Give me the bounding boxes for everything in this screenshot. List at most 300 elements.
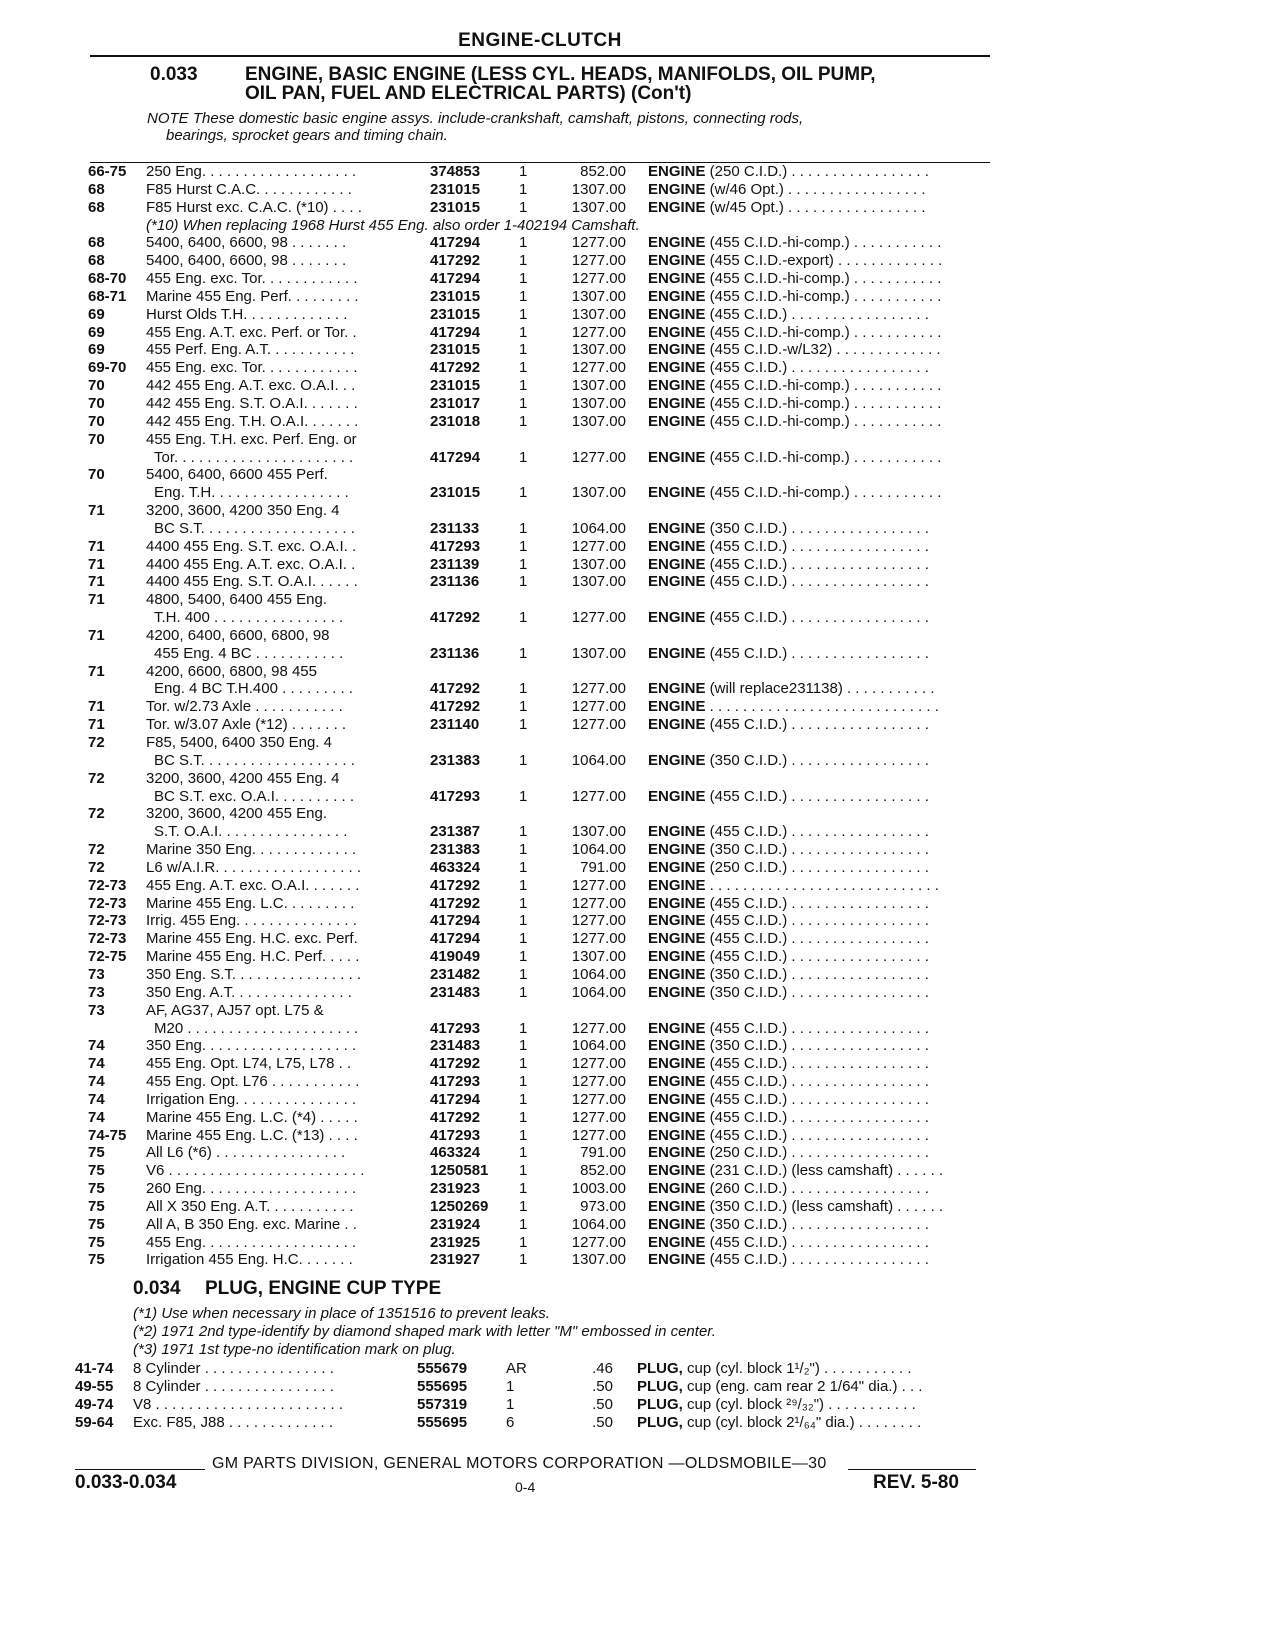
part-name-detail: (350 C.I.D.) (less camshaft) . . . . . . bbox=[705, 1197, 944, 1215]
part-name-bold: ENGINE bbox=[648, 948, 706, 966]
part-name-detail: (455 C.I.D.-hi-comp.) . . . . . . . . . . . bbox=[705, 394, 942, 412]
quantity: 1 bbox=[519, 841, 528, 859]
part-number: 231133 bbox=[430, 519, 480, 537]
part-name-bold: ENGINE bbox=[648, 858, 706, 876]
part-name bbox=[648, 484, 941, 502]
part-name bbox=[648, 1216, 929, 1234]
quantity: 1 bbox=[519, 287, 528, 305]
part-number: 417292 bbox=[430, 359, 481, 377]
usage-description: Tor. w/2.73 Axle . . . . . . . . . . . bbox=[146, 698, 343, 716]
price: 1003.00 bbox=[571, 1180, 626, 1198]
table-row bbox=[0, 1198, 1280, 1216]
quantity: 1 bbox=[519, 680, 528, 698]
part-number: 231483 bbox=[430, 983, 481, 1001]
footer-section-range: 0.033-0.034 bbox=[75, 1472, 177, 1493]
plug-note-1: (*1) Use when necessary in place of 1351516 to prevent leaks. bbox=[133, 1305, 550, 1322]
part-number: 231017 bbox=[430, 394, 481, 412]
row-footnote: (*10) When replacing 1968 Hurst 455 Eng. also order 1-402194 Camshaft. bbox=[146, 216, 640, 234]
model-year: 75 bbox=[88, 1251, 105, 1269]
usage-description: 455 Eng. A.T. exc. Perf. or Tor. . bbox=[146, 323, 357, 341]
part-name bbox=[648, 1055, 929, 1073]
part-name-bold: ENGINE bbox=[648, 823, 706, 841]
table-row bbox=[0, 556, 1280, 574]
part-name bbox=[648, 877, 939, 895]
section-title-line2: OIL PAN, FUEL AND ELECTRICAL PARTS) (Con't) bbox=[245, 83, 692, 104]
part-number: 555679 bbox=[417, 1360, 468, 1377]
part-name bbox=[648, 912, 929, 930]
part-name bbox=[648, 252, 942, 270]
part-name bbox=[648, 181, 926, 199]
part-number: 231923 bbox=[430, 1180, 481, 1198]
usage-description: 8 Cylinder . . . . . . . . . . . . . . . . bbox=[133, 1360, 334, 1377]
part-name-bold: ENGINE bbox=[648, 377, 706, 395]
part-name-detail: (455 C.I.D.) . . . . . . . . . . . . . . . . . bbox=[705, 823, 929, 841]
table-row bbox=[0, 538, 1280, 556]
usage-description: Marine 455 Eng. L.C. (*13) . . . . bbox=[146, 1126, 358, 1144]
model-year: 75 bbox=[88, 1233, 105, 1251]
model-year: 69 bbox=[88, 305, 105, 323]
usage-description: AF, AG37, AJ57 opt. L75 & bbox=[146, 1001, 324, 1019]
part-number: 417294 bbox=[430, 234, 481, 252]
table-row bbox=[0, 1360, 1267, 1378]
part-name bbox=[648, 306, 929, 324]
model-year: 68 bbox=[88, 198, 105, 216]
table-row bbox=[0, 1216, 1280, 1234]
table-row bbox=[0, 823, 1280, 841]
model-year: 72-73 bbox=[88, 912, 127, 930]
part-name bbox=[648, 573, 929, 591]
part-number: 1250581 bbox=[430, 1162, 489, 1180]
table-row bbox=[0, 859, 1280, 877]
part-number: 231015 bbox=[430, 305, 481, 323]
part-name-detail: cup (cyl. block 2¹/₆₄" dia.) . . . . . . . . bbox=[682, 1413, 922, 1431]
part-name bbox=[648, 556, 929, 574]
model-year: 68-70 bbox=[88, 270, 127, 288]
part-name-detail: (w/46 Opt.) . . . . . . . . . . . . . . . . . bbox=[705, 180, 926, 198]
usage-description: 5400, 6400, 6600, 98 . . . . . . . bbox=[146, 252, 347, 270]
part-name bbox=[648, 1234, 929, 1252]
price: 1277.00 bbox=[571, 680, 626, 698]
model-year: 73 bbox=[88, 983, 105, 1001]
part-name bbox=[637, 1360, 912, 1378]
quantity: 1 bbox=[519, 1090, 528, 1108]
model-year: 74 bbox=[88, 1037, 105, 1055]
model-year: 68 bbox=[88, 252, 105, 270]
quantity: 1 bbox=[519, 234, 528, 252]
table-row bbox=[0, 1162, 1280, 1180]
quantity: 1 bbox=[519, 1180, 528, 1198]
part-name-detail: (w/45 Opt.) . . . . . . . . . . . . . . . . . bbox=[705, 198, 926, 216]
part-number: 231139 bbox=[430, 555, 480, 573]
part-name-bold: ENGINE bbox=[648, 163, 706, 180]
part-name-detail: (350 C.I.D.) . . . . . . . . . . . . . . . . . bbox=[705, 1215, 929, 1233]
part-number: 231136 bbox=[430, 644, 480, 662]
table-row bbox=[0, 663, 1280, 681]
price: 791.00 bbox=[580, 1144, 626, 1162]
usage-description: 3200, 3600, 4200 455 Eng. 4 bbox=[146, 769, 340, 787]
part-name-bold: ENGINE bbox=[648, 287, 706, 305]
part-name bbox=[648, 520, 929, 538]
price: 1307.00 bbox=[571, 377, 626, 395]
table-row bbox=[0, 1055, 1280, 1073]
usage-description: S.T. O.A.I. . . . . . . . . . . . . . . . bbox=[154, 823, 348, 841]
part-name bbox=[648, 449, 941, 467]
quantity: 1 bbox=[519, 1037, 528, 1055]
part-name-detail: (455 C.I.D.) . . . . . . . . . . . . . . . . . bbox=[705, 894, 929, 912]
price: 1277.00 bbox=[571, 698, 626, 716]
part-name-detail: . . . . . . . . . . . . . . . . . . . . . . . . . . . . bbox=[705, 876, 939, 894]
usage-description: V8 . . . . . . . . . . . . . . . . . . . . . . . bbox=[133, 1395, 344, 1413]
part-name-detail: (350 C.I.D.) . . . . . . . . . . . . . . . . . bbox=[705, 965, 929, 983]
part-name-bold: ENGINE bbox=[648, 876, 706, 894]
part-name bbox=[648, 341, 941, 359]
model-year: 72 bbox=[88, 734, 105, 751]
quantity: 1 bbox=[519, 698, 528, 716]
part-name-bold: ENGINE bbox=[648, 198, 706, 216]
part-name-detail: (455 C.I.D.) . . . . . . . . . . . . . . . . . bbox=[705, 1073, 929, 1091]
model-year: 71 bbox=[88, 573, 105, 591]
table-row bbox=[0, 895, 1280, 913]
part-number: 231925 bbox=[430, 1233, 481, 1251]
price: 1277.00 bbox=[571, 1073, 626, 1091]
quantity: 1 bbox=[519, 1197, 528, 1215]
part-name-detail: (455 C.I.D.) . . . . . . . . . . . . . . . . . bbox=[705, 930, 929, 948]
model-year: 70 bbox=[88, 466, 105, 484]
table-row bbox=[0, 1396, 1267, 1414]
quantity: 1 bbox=[519, 787, 528, 805]
table-row bbox=[0, 1002, 1280, 1020]
quantity: 1 bbox=[519, 965, 528, 983]
footer-revision: REV. 5-80 bbox=[873, 1472, 959, 1493]
price: 1307.00 bbox=[571, 484, 626, 502]
part-number: 417292 bbox=[430, 680, 481, 698]
part-name bbox=[648, 841, 929, 859]
part-name-detail: (350 C.I.D.) . . . . . . . . . . . . . . . . . bbox=[705, 983, 929, 1001]
quantity: 1 bbox=[519, 1019, 528, 1037]
usage-description: Marine 455 Eng. H.C. exc. Perf. bbox=[146, 930, 358, 948]
quantity: 1 bbox=[519, 876, 528, 894]
part-name bbox=[648, 1037, 929, 1055]
part-name-bold: ENGINE bbox=[648, 894, 706, 912]
part-name-bold: PLUG, bbox=[637, 1377, 683, 1395]
usage-description: 455 Eng. exc. Tor. . . . . . . . . . . . bbox=[146, 270, 358, 288]
table-row bbox=[0, 948, 1280, 966]
table-row bbox=[0, 788, 1280, 806]
part-number: 231927 bbox=[430, 1251, 481, 1269]
part-number: 417292 bbox=[430, 609, 481, 627]
part-number: 1250269 bbox=[430, 1197, 489, 1215]
model-year: 72-73 bbox=[88, 930, 127, 948]
footer-rule-right bbox=[848, 1469, 976, 1470]
part-name bbox=[648, 716, 929, 734]
model-year: 71 bbox=[88, 626, 105, 644]
part-name-detail: (350 C.I.D.) . . . . . . . . . . . . . . . . . bbox=[705, 841, 929, 859]
model-year: 72 bbox=[88, 858, 105, 876]
part-number: 463324 bbox=[430, 1144, 481, 1162]
usage-description: 4800, 5400, 6400 455 Eng. bbox=[146, 591, 327, 609]
usage-description: 350 Eng. . . . . . . . . . . . . . . . . . . bbox=[146, 1037, 357, 1055]
model-year: 73 bbox=[88, 965, 105, 983]
quantity: 1 bbox=[519, 912, 528, 930]
quantity: 1 bbox=[519, 537, 528, 555]
table-row bbox=[0, 930, 1280, 948]
part-name bbox=[648, 823, 929, 841]
price: .46 bbox=[592, 1360, 613, 1377]
quantity: 1 bbox=[519, 894, 528, 912]
model-year: 74 bbox=[88, 1073, 105, 1091]
part-name-bold: ENGINE bbox=[648, 359, 706, 377]
part-name-bold: ENGINE bbox=[648, 1144, 706, 1162]
part-name-detail: (455 C.I.D.-hi-comp.) . . . . . . . . . . . bbox=[705, 270, 942, 288]
part-name bbox=[648, 270, 941, 288]
section-number: 0.033 bbox=[150, 64, 198, 85]
table-row bbox=[0, 466, 1280, 484]
part-name bbox=[648, 1073, 929, 1091]
table-row bbox=[0, 841, 1280, 859]
part-name-detail: (455 C.I.D.) . . . . . . . . . . . . . . . . . bbox=[705, 359, 929, 377]
usage-description: F85 Hurst C.A.C. . . . . . . . . . . . bbox=[146, 180, 352, 198]
price: .50 bbox=[592, 1413, 613, 1431]
usage-description: 3200, 3600, 4200 455 Eng. bbox=[146, 805, 327, 823]
table-row bbox=[0, 984, 1280, 1002]
header-rule bbox=[90, 55, 990, 57]
price: 1277.00 bbox=[571, 252, 626, 270]
usage-description: Marine 455 Eng. Perf. . . . . . . . . bbox=[146, 287, 359, 305]
table-row bbox=[0, 1020, 1280, 1038]
table-row bbox=[0, 413, 1280, 431]
part-name bbox=[648, 752, 929, 770]
part-name-bold: ENGINE bbox=[648, 180, 706, 198]
model-year: 74 bbox=[88, 1108, 105, 1126]
price: 1307.00 bbox=[571, 341, 626, 359]
part-name-bold: ENGINE bbox=[648, 1251, 706, 1269]
parts-table-plug bbox=[0, 1360, 1267, 1431]
table-row bbox=[0, 163, 1280, 181]
part-number: 231015 bbox=[430, 180, 481, 198]
usage-description: 442 455 Eng. A.T. exc. O.A.I. . . bbox=[146, 377, 356, 395]
usage-description: BC S.T. exc. O.A.I. . . . . . . . . . bbox=[154, 787, 355, 805]
section-note-line1: NOTE These domestic basic engine assys. include-crankshaft, camshaft, pistons, connecting rods, bbox=[147, 110, 804, 127]
usage-description: 250 Eng. . . . . . . . . . . . . . . . . . . bbox=[146, 163, 357, 180]
part-number: 417293 bbox=[430, 1073, 481, 1091]
part-name bbox=[648, 984, 929, 1002]
part-number: 231015 bbox=[430, 484, 481, 502]
part-name-bold: ENGINE bbox=[648, 234, 706, 252]
usage-description: Irrig. 455 Eng. . . . . . . . . . . . . . . bbox=[146, 912, 357, 930]
quantity: 1 bbox=[519, 394, 528, 412]
part-name-detail: (455 C.I.D.-hi-comp.) . . . . . . . . . . . bbox=[705, 287, 942, 305]
usage-description: Tor. . . . . . . . . . . . . . . . . . . . . . bbox=[154, 448, 354, 466]
model-year: 49-74 bbox=[75, 1395, 114, 1413]
part-name bbox=[648, 1091, 929, 1109]
usage-description: All L6 (*6) . . . . . . . . . . . . . . . . bbox=[146, 1144, 346, 1162]
part-name-bold: ENGINE bbox=[648, 1090, 706, 1108]
part-name-bold: ENGINE bbox=[648, 983, 706, 1001]
table-row bbox=[0, 502, 1280, 520]
part-name-bold: ENGINE bbox=[648, 1019, 706, 1037]
part-name-detail: (455 C.I.D.-hi-comp.) . . . . . . . . . . . bbox=[705, 323, 942, 341]
usage-description: 5400, 6400, 6600 455 Perf. bbox=[146, 466, 328, 484]
part-name-detail: (455 C.I.D.) . . . . . . . . . . . . . . . . . bbox=[705, 1019, 929, 1037]
part-name-detail: (455 C.I.D.-w/L32) . . . . . . . . . . . . . bbox=[705, 341, 941, 359]
part-name-bold: ENGINE bbox=[648, 1108, 706, 1126]
price: 1277.00 bbox=[571, 1090, 626, 1108]
part-name bbox=[648, 948, 929, 966]
part-name bbox=[648, 324, 941, 342]
part-name-detail: (455 C.I.D.) . . . . . . . . . . . . . . . . . bbox=[705, 305, 929, 323]
price: 1307.00 bbox=[571, 1251, 626, 1269]
table-row bbox=[0, 1144, 1280, 1162]
part-number: 417294 bbox=[430, 448, 481, 466]
part-number: 231015 bbox=[430, 198, 481, 216]
part-name-bold: ENGINE bbox=[648, 644, 706, 662]
price: 1277.00 bbox=[571, 609, 626, 627]
part-name bbox=[637, 1396, 916, 1414]
part-name-detail: (455 C.I.D.) . . . . . . . . . . . . . . . . . bbox=[705, 609, 929, 627]
part-number: 417294 bbox=[430, 270, 481, 288]
part-name bbox=[648, 1251, 929, 1269]
part-number: 417292 bbox=[430, 698, 481, 716]
part-name bbox=[648, 1180, 929, 1198]
model-year: 71 bbox=[88, 698, 105, 716]
model-year: 70 bbox=[88, 377, 105, 395]
part-number: 417293 bbox=[430, 1126, 481, 1144]
price: .50 bbox=[592, 1377, 613, 1395]
part-name bbox=[637, 1414, 921, 1432]
usage-description: Marine 455 Eng. H.C. Perf. . . . . bbox=[146, 948, 360, 966]
table-row bbox=[0, 609, 1280, 627]
part-number: 555695 bbox=[417, 1413, 468, 1431]
part-number: 374853 bbox=[430, 163, 481, 180]
part-name-bold: ENGINE bbox=[648, 412, 706, 430]
model-year: 68 bbox=[88, 234, 105, 252]
part-name bbox=[648, 1109, 929, 1127]
quantity: 1 bbox=[519, 573, 528, 591]
part-name-detail: cup (cyl. block 1¹/₂") . . . . . . . . . . . bbox=[682, 1360, 912, 1377]
usage-description: All X 350 Eng. A.T. . . . . . . . . . . bbox=[146, 1197, 354, 1215]
usage-description: 455 Eng. A.T. exc. O.A.I. . . . . . . bbox=[146, 876, 360, 894]
part-name-detail: (455 C.I.D.) . . . . . . . . . . . . . . . . . bbox=[705, 912, 929, 930]
model-year: 74 bbox=[88, 1055, 105, 1073]
part-name-bold: ENGINE bbox=[648, 555, 706, 573]
quantity: 1 bbox=[519, 1144, 528, 1162]
table-row bbox=[0, 1109, 1280, 1127]
quantity: 1 bbox=[519, 1162, 528, 1180]
model-year: 71 bbox=[88, 662, 105, 680]
price: 1307.00 bbox=[571, 305, 626, 323]
part-number: 231383 bbox=[430, 841, 481, 859]
part-name bbox=[648, 788, 929, 806]
quantity: 1 bbox=[519, 163, 528, 180]
table-row bbox=[0, 752, 1280, 770]
quantity: 1 bbox=[519, 1251, 528, 1269]
part-number: 231387 bbox=[430, 823, 481, 841]
table-row bbox=[0, 573, 1280, 591]
table-row bbox=[0, 431, 1280, 449]
usage-description: 260 Eng. . . . . . . . . . . . . . . . . . . bbox=[146, 1180, 357, 1198]
quantity: 1 bbox=[519, 609, 528, 627]
plug-note-3: (*3) 1971 1st type-no identification mark on plug. bbox=[133, 1341, 456, 1358]
part-name bbox=[648, 1020, 929, 1038]
part-number: 417292 bbox=[430, 1108, 481, 1126]
usage-description: 455 Perf. Eng. A.T. . . . . . . . . . . bbox=[146, 341, 355, 359]
price: 1307.00 bbox=[571, 823, 626, 841]
part-name bbox=[648, 377, 941, 395]
part-number: 419049 bbox=[430, 948, 481, 966]
part-number: 231482 bbox=[430, 965, 481, 983]
table-row bbox=[0, 359, 1280, 377]
table-row bbox=[0, 181, 1280, 199]
model-year: 72 bbox=[88, 805, 105, 823]
part-name-detail: (455 C.I.D.-hi-comp.) . . . . . . . . . . . bbox=[705, 234, 942, 252]
part-name-bold: ENGINE bbox=[648, 965, 706, 983]
part-number: 417293 bbox=[430, 787, 481, 805]
table-row bbox=[0, 1037, 1280, 1055]
quantity: 1 bbox=[519, 1215, 528, 1233]
part-name-detail: (will replace231138) . . . . . . . . . . . bbox=[705, 680, 935, 698]
part-name-detail: (455 C.I.D.) . . . . . . . . . . . . . . . . . bbox=[705, 948, 929, 966]
price: 1277.00 bbox=[571, 537, 626, 555]
quantity: 1 bbox=[519, 644, 528, 662]
usage-description: Marine 455 Eng. L.C. (*4) . . . . . bbox=[146, 1108, 358, 1126]
price: 1277.00 bbox=[571, 1126, 626, 1144]
model-year: 41-74 bbox=[75, 1360, 114, 1377]
model-year: 70 bbox=[88, 394, 105, 412]
part-name-bold: ENGINE bbox=[648, 270, 706, 288]
table-row bbox=[0, 341, 1280, 359]
part-name bbox=[648, 1162, 943, 1180]
quantity: 6 bbox=[506, 1413, 515, 1431]
usage-description: T.H. 400 . . . . . . . . . . . . . . . . bbox=[154, 609, 344, 627]
table-row bbox=[0, 1234, 1280, 1252]
quantity: 1 bbox=[519, 1108, 528, 1126]
quantity: 1 bbox=[519, 270, 528, 288]
part-name-bold: ENGINE bbox=[648, 1162, 706, 1180]
part-name-detail: (260 C.I.D.) . . . . . . . . . . . . . . . . . bbox=[705, 1180, 929, 1198]
model-year: 73 bbox=[88, 1001, 105, 1019]
quantity: 1 bbox=[519, 180, 528, 198]
model-year: 49-55 bbox=[75, 1377, 114, 1395]
table-row bbox=[0, 324, 1280, 342]
part-name bbox=[637, 1378, 922, 1396]
model-year: 71 bbox=[88, 716, 105, 734]
price: 1307.00 bbox=[571, 394, 626, 412]
part-number: 417292 bbox=[430, 894, 481, 912]
part-name-bold: ENGINE bbox=[648, 252, 706, 270]
model-year: 70 bbox=[88, 412, 105, 430]
table-row bbox=[0, 912, 1280, 930]
model-year: 75 bbox=[88, 1180, 105, 1198]
model-year: 59-64 bbox=[75, 1413, 114, 1431]
table-row bbox=[0, 306, 1280, 324]
quantity: 1 bbox=[519, 1233, 528, 1251]
table-row bbox=[0, 270, 1280, 288]
quantity: 1 bbox=[506, 1395, 515, 1413]
price: 791.00 bbox=[580, 858, 626, 876]
part-name-detail: (250 C.I.D.) . . . . . . . . . . . . . . . . . bbox=[705, 858, 929, 876]
model-year: 75 bbox=[88, 1197, 105, 1215]
part-name-bold: ENGINE bbox=[648, 323, 706, 341]
price: 1277.00 bbox=[571, 448, 626, 466]
usage-description: 455 Eng. . . . . . . . . . . . . . . . . . . bbox=[146, 1233, 357, 1251]
quantity: 1 bbox=[519, 1055, 528, 1073]
price: 1277.00 bbox=[571, 787, 626, 805]
usage-description: L6 w/A.I.R. . . . . . . . . . . . . . . . . . bbox=[146, 858, 362, 876]
quantity: AR bbox=[506, 1360, 527, 1377]
section-title-line1: ENGINE, BASIC ENGINE (LESS CYL. HEADS, MANIFOLDS, OIL PUMP, bbox=[245, 64, 876, 85]
usage-description: 4400 455 Eng. S.T. exc. O.A.I. . bbox=[146, 537, 357, 555]
part-name bbox=[648, 930, 929, 948]
